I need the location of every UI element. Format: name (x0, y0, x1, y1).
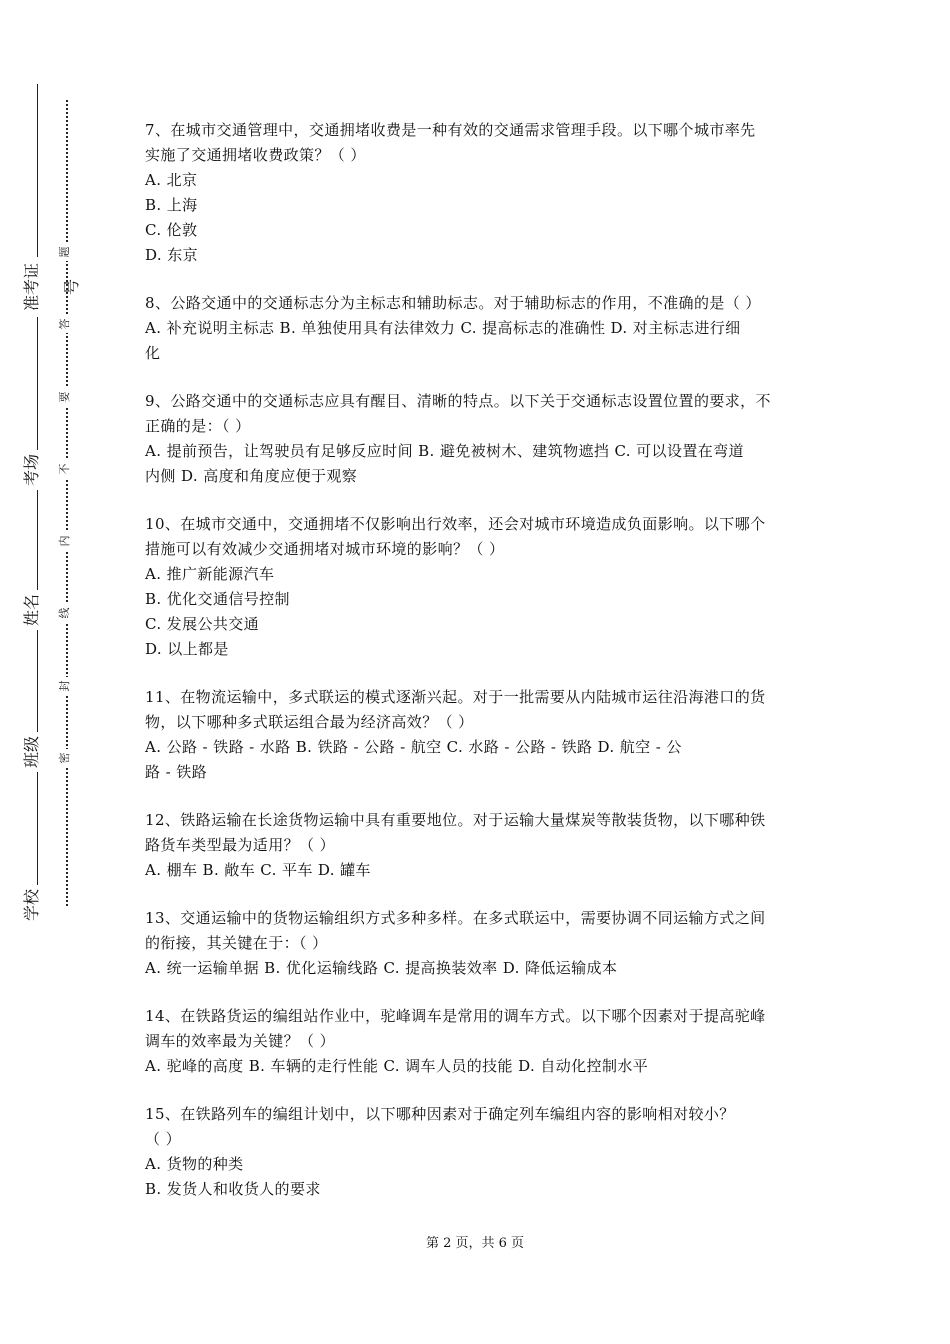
question-stem: 8、公路交通中的交通标志分为主标志和辅助标志。对于辅助标志的作用，不准确的是（ ） (145, 294, 761, 312)
options-line: A. 驼峰的高度 B. 车辆的走行性能 C. 调车人员的技能 D. 自动化控制水平 (145, 1057, 649, 1075)
label-exam-room: 考场 (12, 450, 62, 490)
options-line: A. 统一运输单据 B. 优化运输线路 C. 提高换装效率 D. 降低运输成本 (145, 959, 618, 977)
question-stem: 的衔接，其关键在于：（ ） (145, 934, 328, 952)
question-stem: 14、在铁路货运的编组站作业中，驼峰调车是常用的调车方式。以下哪个因素对于提高驼峰 (145, 1007, 766, 1025)
options-line: A. 补充说明主标志 B. 单独使用具有法律效力 C. 提高标志的准确性 D. 对主标志进行细 (145, 319, 741, 337)
seal-char-5: 内 (56, 532, 78, 550)
seal-char-1: 题 (56, 243, 78, 261)
question-stem: 13、交通运输中的货物运输组织方式多种多样。在多式联运中，需要协调不同运输方式之间 (145, 909, 766, 927)
options-line: A. 棚车 B. 敞车 C. 平车 D. 罐车 (145, 861, 371, 879)
label-class: 班级 (12, 732, 62, 772)
question-stem: 12、铁路运输在长途货物运输中具有重要地位。对于运输大量煤炭等散装货物，以下哪种铁 (145, 811, 766, 829)
binding-solid-line (37, 84, 38, 910)
seal-char-3: 要 (56, 388, 78, 406)
page-number: 第 2 页，共 6 页 (425, 1236, 525, 1251)
label-name: 姓名 (12, 590, 62, 630)
options-line: 路 - 铁路 (145, 763, 208, 781)
seal-char-8: 密 (56, 749, 78, 767)
seal-char-7: 封 (56, 677, 78, 695)
question-stem: 9、公路交通中的交通标志应具有醒目、清晰的特点。以下关于交通标志设置位置的要求，不 (145, 392, 771, 410)
question-stem: 正确的是：（ ） (145, 417, 251, 435)
question-stem: 路货车类型最为适用？（ ） (145, 836, 335, 854)
options-line: A. 提前预告，让驾驶员有足够反应时间 B. 避免被树木、建筑物遮挡 C. 可以设置在弯道 (145, 442, 744, 460)
option-d: D. 东京 (145, 246, 199, 264)
seal-char-4: 不 (56, 460, 78, 478)
question-stem: 15、在铁路列车的编组计划中，以下哪种因素对于确定列车编组内容的影响相对较小？ (145, 1105, 735, 1123)
question-11 (145, 685, 810, 785)
option-a: A. 货物的种类 (145, 1155, 244, 1173)
option-b: B. 优化交通信号控制 (145, 590, 290, 608)
seal-char-2: 答 (56, 315, 78, 333)
option-c: C. 发展公共交通 (145, 615, 260, 633)
option-a: A. 推广新能源汽车 (145, 565, 275, 583)
option-d: D. 以上都是 (145, 640, 229, 658)
label-exam-number: 准考证号 (12, 257, 62, 317)
options-line: 内侧 D. 高度和角度应便于观察 (145, 467, 358, 485)
question-stem: （ ） (145, 1130, 181, 1148)
question-10 (145, 512, 810, 662)
question-stem: 调车的效率最为关键？（ ） (145, 1032, 335, 1050)
question-stem: 7、在城市交通管理中，交通拥堵收费是一种有效的交通需求管理手段。以下哪个城市率先 (145, 121, 756, 139)
option-c: C. 伦敦 (145, 221, 198, 239)
question-stem: 11、在物流运输中，多式联运的模式逐渐兴起。对于一批需要从内陆城市运往沿海港口的货 (145, 688, 766, 706)
question-13 (145, 906, 810, 981)
options-line: A. 公路 - 铁路 - 水路 B. 铁路 - 公路 - 航空 C. 水路 - 公路 - 铁路 D. 航空 - 公 (145, 738, 682, 756)
question-8 (145, 291, 810, 366)
binding-strip (0, 0, 100, 1344)
question-9 (145, 389, 810, 489)
option-a: A. 北京 (145, 171, 198, 189)
question-stem: 实施了交通拥堵收费政策？（ ） (145, 146, 366, 164)
question-stem: 措施可以有效减少交通拥堵对城市环境的影响？（ ） (145, 540, 505, 558)
question-stem: 10、在城市交通中，交通拥堵不仅影响出行效率，还会对城市环境造成负面影响。以下哪个 (145, 515, 766, 533)
question-12 (145, 808, 810, 883)
option-b: B. 发货人和收货人的要求 (145, 1180, 321, 1198)
seal-char-6: 线 (56, 604, 78, 622)
question-14 (145, 1004, 810, 1079)
binding-dotted-line (66, 100, 68, 906)
label-school: 学校 (12, 885, 62, 925)
option-b: B. 上海 (145, 196, 198, 214)
question-15 (145, 1102, 810, 1202)
question-7 (145, 118, 810, 268)
options-line: 化 (145, 344, 161, 362)
question-stem: 物，以下哪种多式联运组合最为经济高效？（ ） (145, 713, 474, 731)
question-list (145, 118, 810, 1225)
